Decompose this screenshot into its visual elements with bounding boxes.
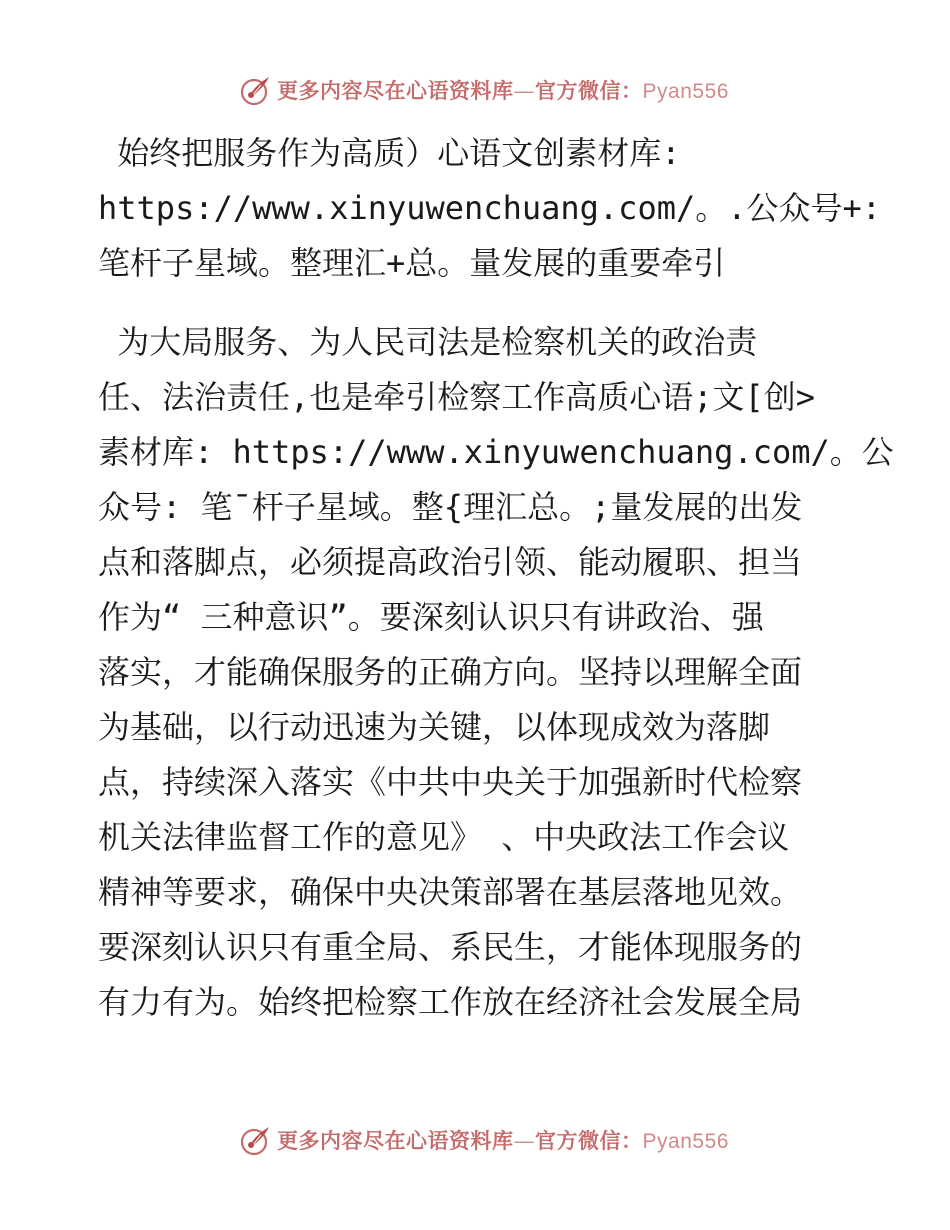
watermark-group <box>239 1123 729 1157</box>
text-line: 精神等要求，确保中央决策部署在基层落地见效。 <box>98 873 803 911</box>
text-line: 机关法律监督工作的意见》 、中央政法工作会议 <box>98 818 790 856</box>
text-line: 笔杆子星域。整理汇+总。量发展的重要牵引 <box>98 244 726 282</box>
text-line: 众号: 笔¯杆子星域。整{理汇总。;量发展的出发 <box>98 488 803 526</box>
paragraph-1 <box>98 126 882 291</box>
watermark-group <box>239 73 729 107</box>
text-line: 点和落脚点，必须提高政治引领、能动履职、担当 <box>98 543 803 581</box>
text-line: 为基础，以行动迅速为关键，以体现成效为落脚 <box>98 708 771 746</box>
text-line: 始终把服务作为高质）心语文创素材库: <box>98 134 681 172</box>
text-line: 作为“ 三种意识”。要深刻认识只有讲政治、强 <box>98 598 764 636</box>
watermark-text: 更多内容尽在心语资料库—官方微信：Pyan556 <box>277 78 729 103</box>
text-line: 点，持续深入落实《中共中央关于加强新时代检察 <box>98 763 803 801</box>
text-line: https://www.xinyuwenchuang.com/。.公众号+: <box>98 189 882 227</box>
text-line: 要深刻认识只有重全局、系民生，才能体现服务的 <box>98 928 803 966</box>
document-body <box>98 126 894 1030</box>
footer-watermark-banner <box>0 1120 950 1160</box>
feather-seal-icon <box>239 73 273 107</box>
text-line: 素材库: https://www.xinyuwenchuang.com/。公 <box>98 433 894 471</box>
paragraph-gap <box>98 291 858 315</box>
watermark-text: 更多内容尽在心语资料库—官方微信：Pyan556 <box>277 1128 729 1153</box>
paragraph-2 <box>98 315 894 1030</box>
text-line: 任、法治责任,也是牵引检察工作高质心语;文[创> <box>98 378 816 416</box>
text-line: 有力有为。始终把检察工作放在经济社会发展全局 <box>98 983 803 1021</box>
text-line: 为大局服务、为人民司法是检察机关的政治责 <box>98 323 758 361</box>
text-line: 落实，才能确保服务的正确方向。坚持以理解全面 <box>98 653 803 691</box>
feather-seal-icon <box>239 1123 273 1157</box>
header-watermark-banner <box>0 70 950 110</box>
